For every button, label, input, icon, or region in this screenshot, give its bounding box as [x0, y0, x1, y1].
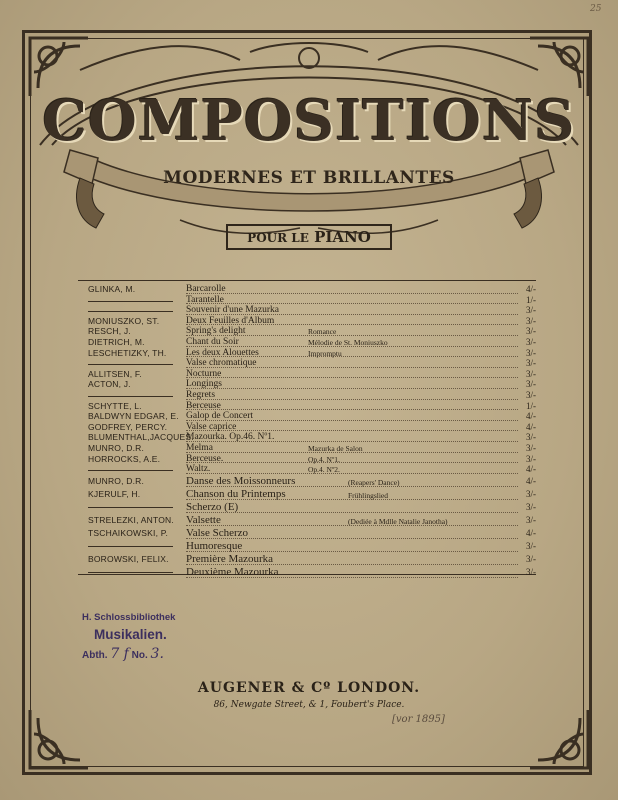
- list-item: [78, 348, 536, 359]
- price: 4/-: [526, 411, 536, 422]
- piece-title: Chant du Soir: [186, 336, 239, 347]
- ditto-line: [88, 572, 173, 573]
- list-item: [78, 514, 536, 527]
- piece-title: Deuxième Mazourka: [186, 565, 279, 578]
- piece-title: Valse caprice: [186, 421, 237, 432]
- list-item: [78, 390, 536, 401]
- price: 3/-: [526, 566, 536, 577]
- page-number: 25: [590, 4, 602, 14]
- price: 3/-: [526, 442, 536, 453]
- composer-name: BOROWSKI, FELIX.: [88, 553, 169, 564]
- price: 3/-: [526, 553, 536, 564]
- list-item: [78, 316, 536, 327]
- corner-ornament-bottom-right-icon: [524, 704, 594, 774]
- piece-title: Waltz.: [186, 464, 211, 475]
- composer-name: STRELEZKI, ANTON.: [88, 514, 174, 525]
- piece-title: Danse des Moissonneurs: [186, 474, 296, 487]
- price: 3/-: [526, 315, 536, 326]
- instrument-prefix: POUR LE: [247, 231, 309, 245]
- piece-title: Regrets: [186, 389, 216, 400]
- piece-note: Frühlingslied: [348, 490, 389, 500]
- stamp-shelfmark: [82, 646, 212, 662]
- dotted-leader: [186, 303, 518, 304]
- publisher: AUGENER & Cº LONDON.: [197, 680, 421, 696]
- list-item: [78, 401, 536, 412]
- divider-bottom: [78, 574, 536, 575]
- list-item: [78, 326, 536, 337]
- list-item: [78, 358, 536, 369]
- ditto-line: [88, 311, 173, 312]
- price: 3/-: [526, 432, 536, 443]
- list-item: [78, 443, 536, 454]
- ditto-line: [88, 470, 173, 471]
- piece-title: Berceuse: [186, 400, 221, 411]
- price: 1/-: [526, 294, 536, 305]
- list-item: [78, 553, 536, 566]
- piece-title: Les deux Alouettes: [186, 347, 259, 358]
- piece-note: Romance: [308, 327, 337, 337]
- piece-note: Mazurka de Salon: [308, 443, 363, 453]
- piece-title: Longings: [186, 379, 222, 390]
- list-item: [78, 464, 536, 475]
- piece-title: Scherzo (E): [186, 500, 239, 513]
- dotted-leader: [186, 293, 518, 294]
- piece-note: Op.4. Nº1.: [308, 454, 340, 464]
- dotted-leader: [186, 473, 518, 474]
- instrument-name: PIANO: [314, 228, 371, 246]
- dotted-leader: [186, 377, 518, 378]
- piece-title: Valse chromatique: [186, 358, 257, 369]
- price: 4/-: [526, 527, 536, 538]
- composer-name: ALLITSEN, F.: [88, 368, 142, 379]
- dotted-leader: [186, 462, 518, 463]
- composer-name: DIETRICH, M.: [88, 336, 145, 347]
- price: 3/-: [526, 305, 536, 316]
- ditto-line: [88, 364, 173, 365]
- page-title: COMPOSITIONS: [42, 88, 576, 154]
- composer-name: BLUMENTHAL,JACQUES.: [88, 432, 194, 443]
- composition-list: [78, 284, 536, 579]
- list-item: [78, 337, 536, 348]
- dotted-leader: [186, 388, 518, 389]
- composer-name: MONIUSZKO, ST.: [88, 315, 160, 326]
- subtitle: MODERNES ET BRILLANTES: [163, 168, 455, 188]
- price: 3/-: [526, 368, 536, 379]
- library-stamp: [82, 612, 212, 662]
- list-item: [78, 284, 536, 295]
- list-item: [78, 566, 536, 579]
- list-item: [78, 379, 536, 390]
- list-item: [78, 488, 536, 501]
- list-item: [78, 295, 536, 306]
- piece-title: Nocturne: [186, 368, 222, 379]
- list-item: [78, 432, 536, 443]
- stamp-abth-label: Abth.: [82, 650, 108, 661]
- piece-note: Mélodie de St. Moniuszko: [308, 337, 388, 347]
- ditto-line: [88, 546, 173, 547]
- piece-title: Chanson du Printemps: [186, 487, 286, 500]
- instrument-label: [226, 224, 392, 250]
- price: 3/-: [526, 358, 536, 369]
- piece-title: Souvenir d'une Mazurka: [186, 305, 279, 316]
- piece-title: Valse Scherzo: [186, 526, 249, 539]
- piece-title: Berceuse.: [186, 453, 224, 464]
- price: 3/-: [526, 540, 536, 551]
- price: 3/-: [526, 514, 536, 525]
- list-item: [78, 369, 536, 380]
- composer-name: TSCHAIKOWSKI, P.: [88, 527, 169, 538]
- price: 3/-: [526, 347, 536, 358]
- corner-ornament-bottom-left-icon: [24, 704, 94, 774]
- dotted-leader: [186, 399, 518, 400]
- list-item: [78, 527, 536, 540]
- list-item: [78, 501, 536, 514]
- price: 3/-: [526, 501, 536, 512]
- composer-name: KJERULF, H.: [88, 488, 141, 499]
- list-item: [78, 305, 536, 316]
- stamp-no-value: 3.: [150, 646, 164, 662]
- composer-name: RESCH, J.: [88, 326, 131, 337]
- list-item: [78, 540, 536, 553]
- piece-title: Tarantelle: [186, 294, 224, 305]
- piece-title: Melma: [186, 442, 213, 453]
- price: 3/-: [526, 379, 536, 390]
- divider-top: [78, 280, 536, 281]
- composer-name: GLINKA, M.: [88, 284, 136, 294]
- piece-title: Mazourka. Op.46. Nº1.: [186, 432, 275, 443]
- price: 3/-: [526, 336, 536, 347]
- price: 4/-: [526, 475, 536, 486]
- composer-name: GODFREY, PERCY.: [88, 421, 168, 432]
- stamp-no-label: No.: [131, 650, 148, 661]
- price: 4/-: [526, 421, 536, 432]
- ditto-line: [88, 396, 173, 397]
- composer-name: SCHYTTE, L.: [88, 400, 142, 411]
- piece-title: Humoresque: [186, 539, 243, 552]
- piece-title: Barcarolle: [186, 284, 226, 294]
- ditto-line: [88, 301, 173, 302]
- piece-title: Valsette: [186, 513, 221, 526]
- piece-title: Galop de Concert: [186, 411, 254, 422]
- price: 3/-: [526, 389, 536, 400]
- composer-name: MUNRO, D.R.: [88, 475, 145, 486]
- composer-name: LESCHETIZKY, TH.: [88, 347, 167, 358]
- piece-note: (Dediée à Mdlle Natalie Janotha): [348, 516, 448, 526]
- composer-name: MUNRO, D.R.: [88, 442, 145, 453]
- ditto-line: [88, 507, 173, 508]
- price: 4/-: [526, 464, 536, 475]
- piece-title: Spring's delight: [186, 326, 246, 337]
- list-item: [78, 422, 536, 433]
- handwritten-date-note: [vor 1895]: [392, 714, 445, 725]
- stamp-collection: Musikalien.: [94, 627, 167, 642]
- piece-note: Impromptu: [308, 348, 342, 358]
- list-item: [78, 475, 536, 488]
- stamp-library-name: H. Schlossbibliothek: [82, 612, 176, 623]
- list-item: [78, 454, 536, 465]
- composer-name: HORROCKS, A.E.: [88, 453, 161, 464]
- composer-name: BALDWYN EDGAR, E.: [88, 411, 179, 422]
- piece-title: Deux Feuilles d'Album: [186, 315, 275, 326]
- piece-note: Op.4. Nº2.: [308, 465, 340, 475]
- piece-note: (Reapers' Dance): [348, 477, 400, 487]
- price: 3/-: [526, 488, 536, 499]
- publisher-address: 86, Newgate Street, & 1, Foubert's Place.: [213, 700, 405, 710]
- list-item: [78, 411, 536, 422]
- price: 4/-: [526, 284, 536, 294]
- price: 3/-: [526, 453, 536, 464]
- piece-title: Première Mazourka: [186, 552, 274, 565]
- price: 1/-: [526, 400, 536, 411]
- stamp-abth-value: 7 f: [110, 646, 129, 662]
- dotted-leader: [186, 409, 518, 410]
- price: 3/-: [526, 326, 536, 337]
- composer-name: ACTON, J.: [88, 379, 131, 390]
